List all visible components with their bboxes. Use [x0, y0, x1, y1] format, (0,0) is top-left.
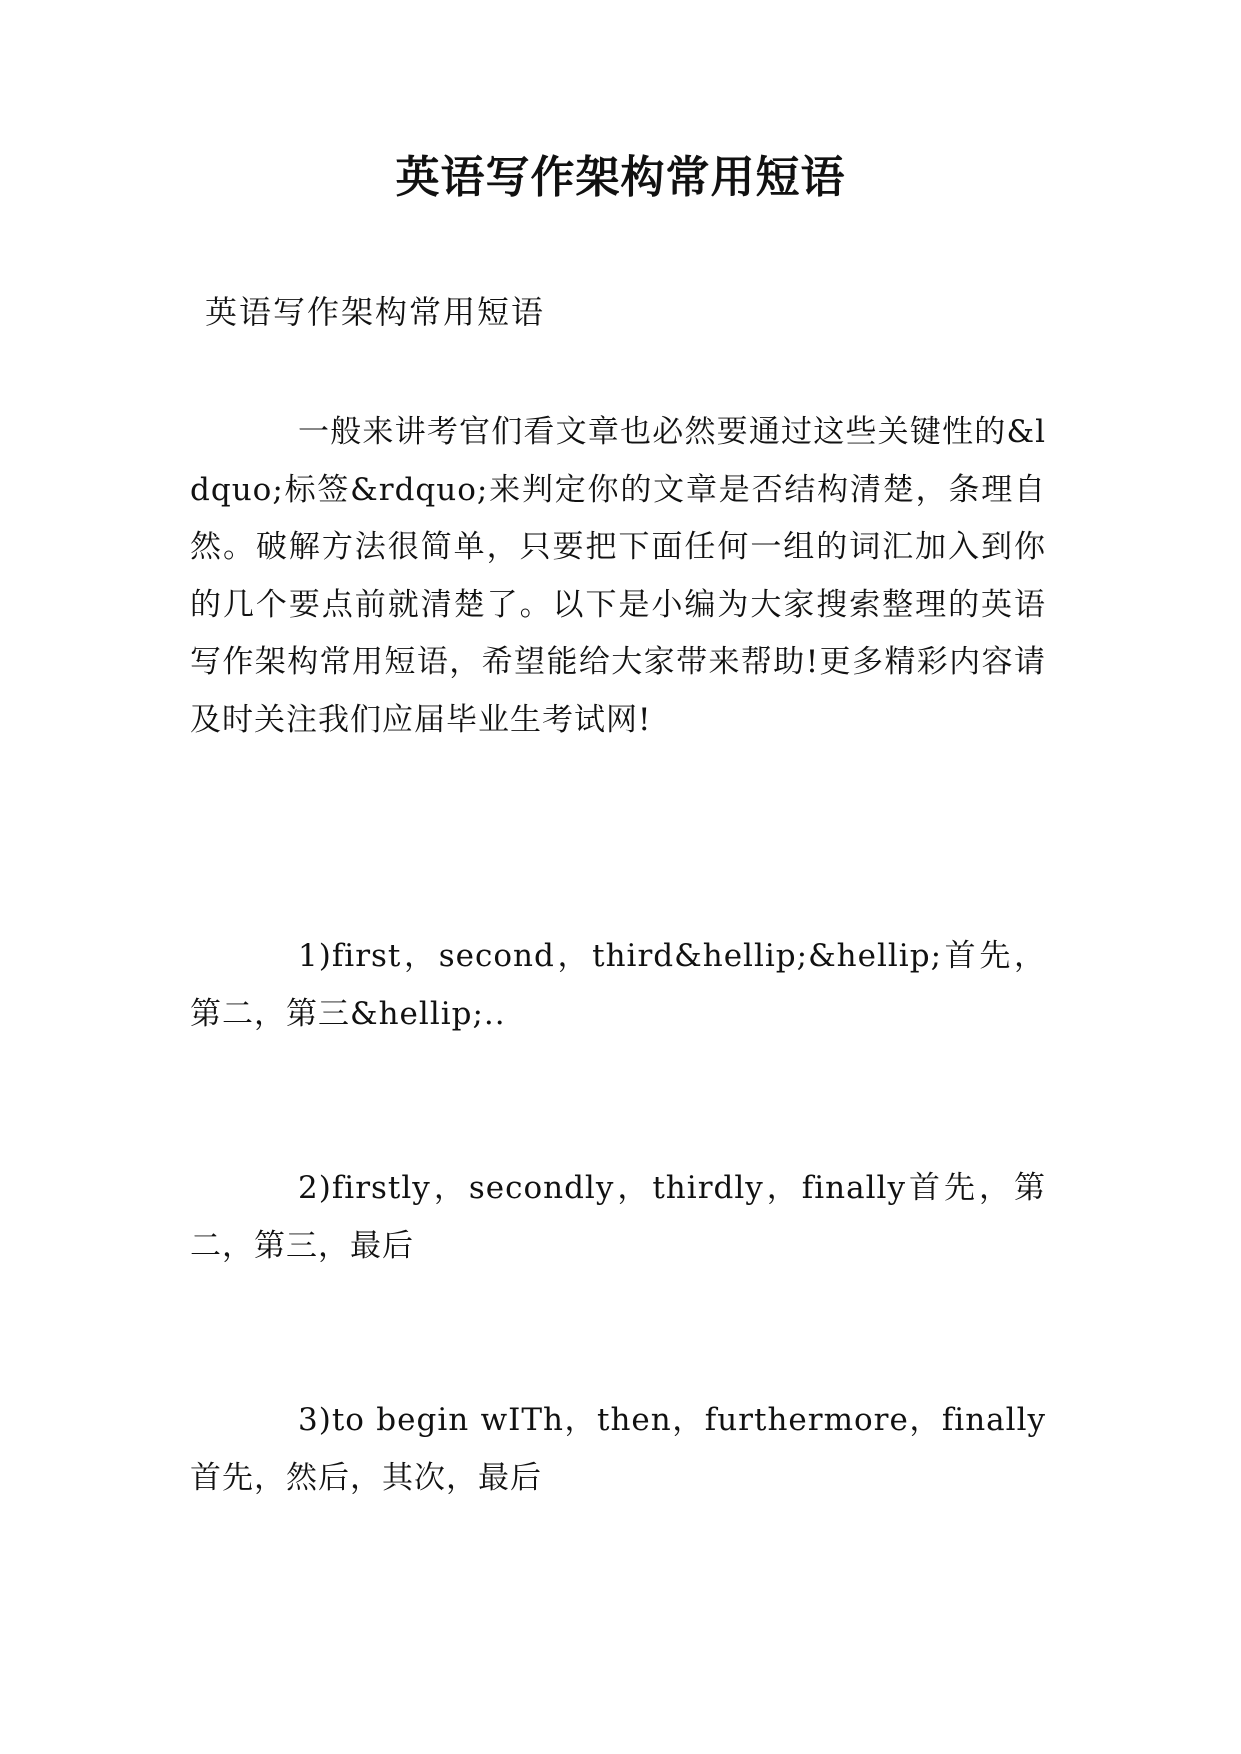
document-subtitle: 英语写作架构常用短语 [205, 293, 546, 331]
intro-paragraph: 一般来讲考官们看文章也必然要通过这些关键性的&ldquo;标签&rdquo;来判定你的文章是否结构清楚，条理自然。破解方法很简单，只要把下面任何一组的词汇加入到你的几个要点前就清楚了。以下是小编为大家搜索整理的英语写作架构常用短语，希望能给大家带来帮助!更多精彩内容请及时关注我们应届毕业生考试网! [190, 414, 1046, 738]
list-item: 3)to begin wITh，then，furthermore，finally首先，然后，其次，最后 [190, 1402, 1046, 1496]
list-item: 1)first，second，third&hellip;&hellip;首先，第二，第三&hellip;.. [190, 938, 1046, 1032]
document-title: 英语写作架构常用短语 [395, 152, 846, 203]
list-item: 2)firstly，secondly，thirdly，finally首先，第二，第三，最后 [190, 1170, 1046, 1264]
